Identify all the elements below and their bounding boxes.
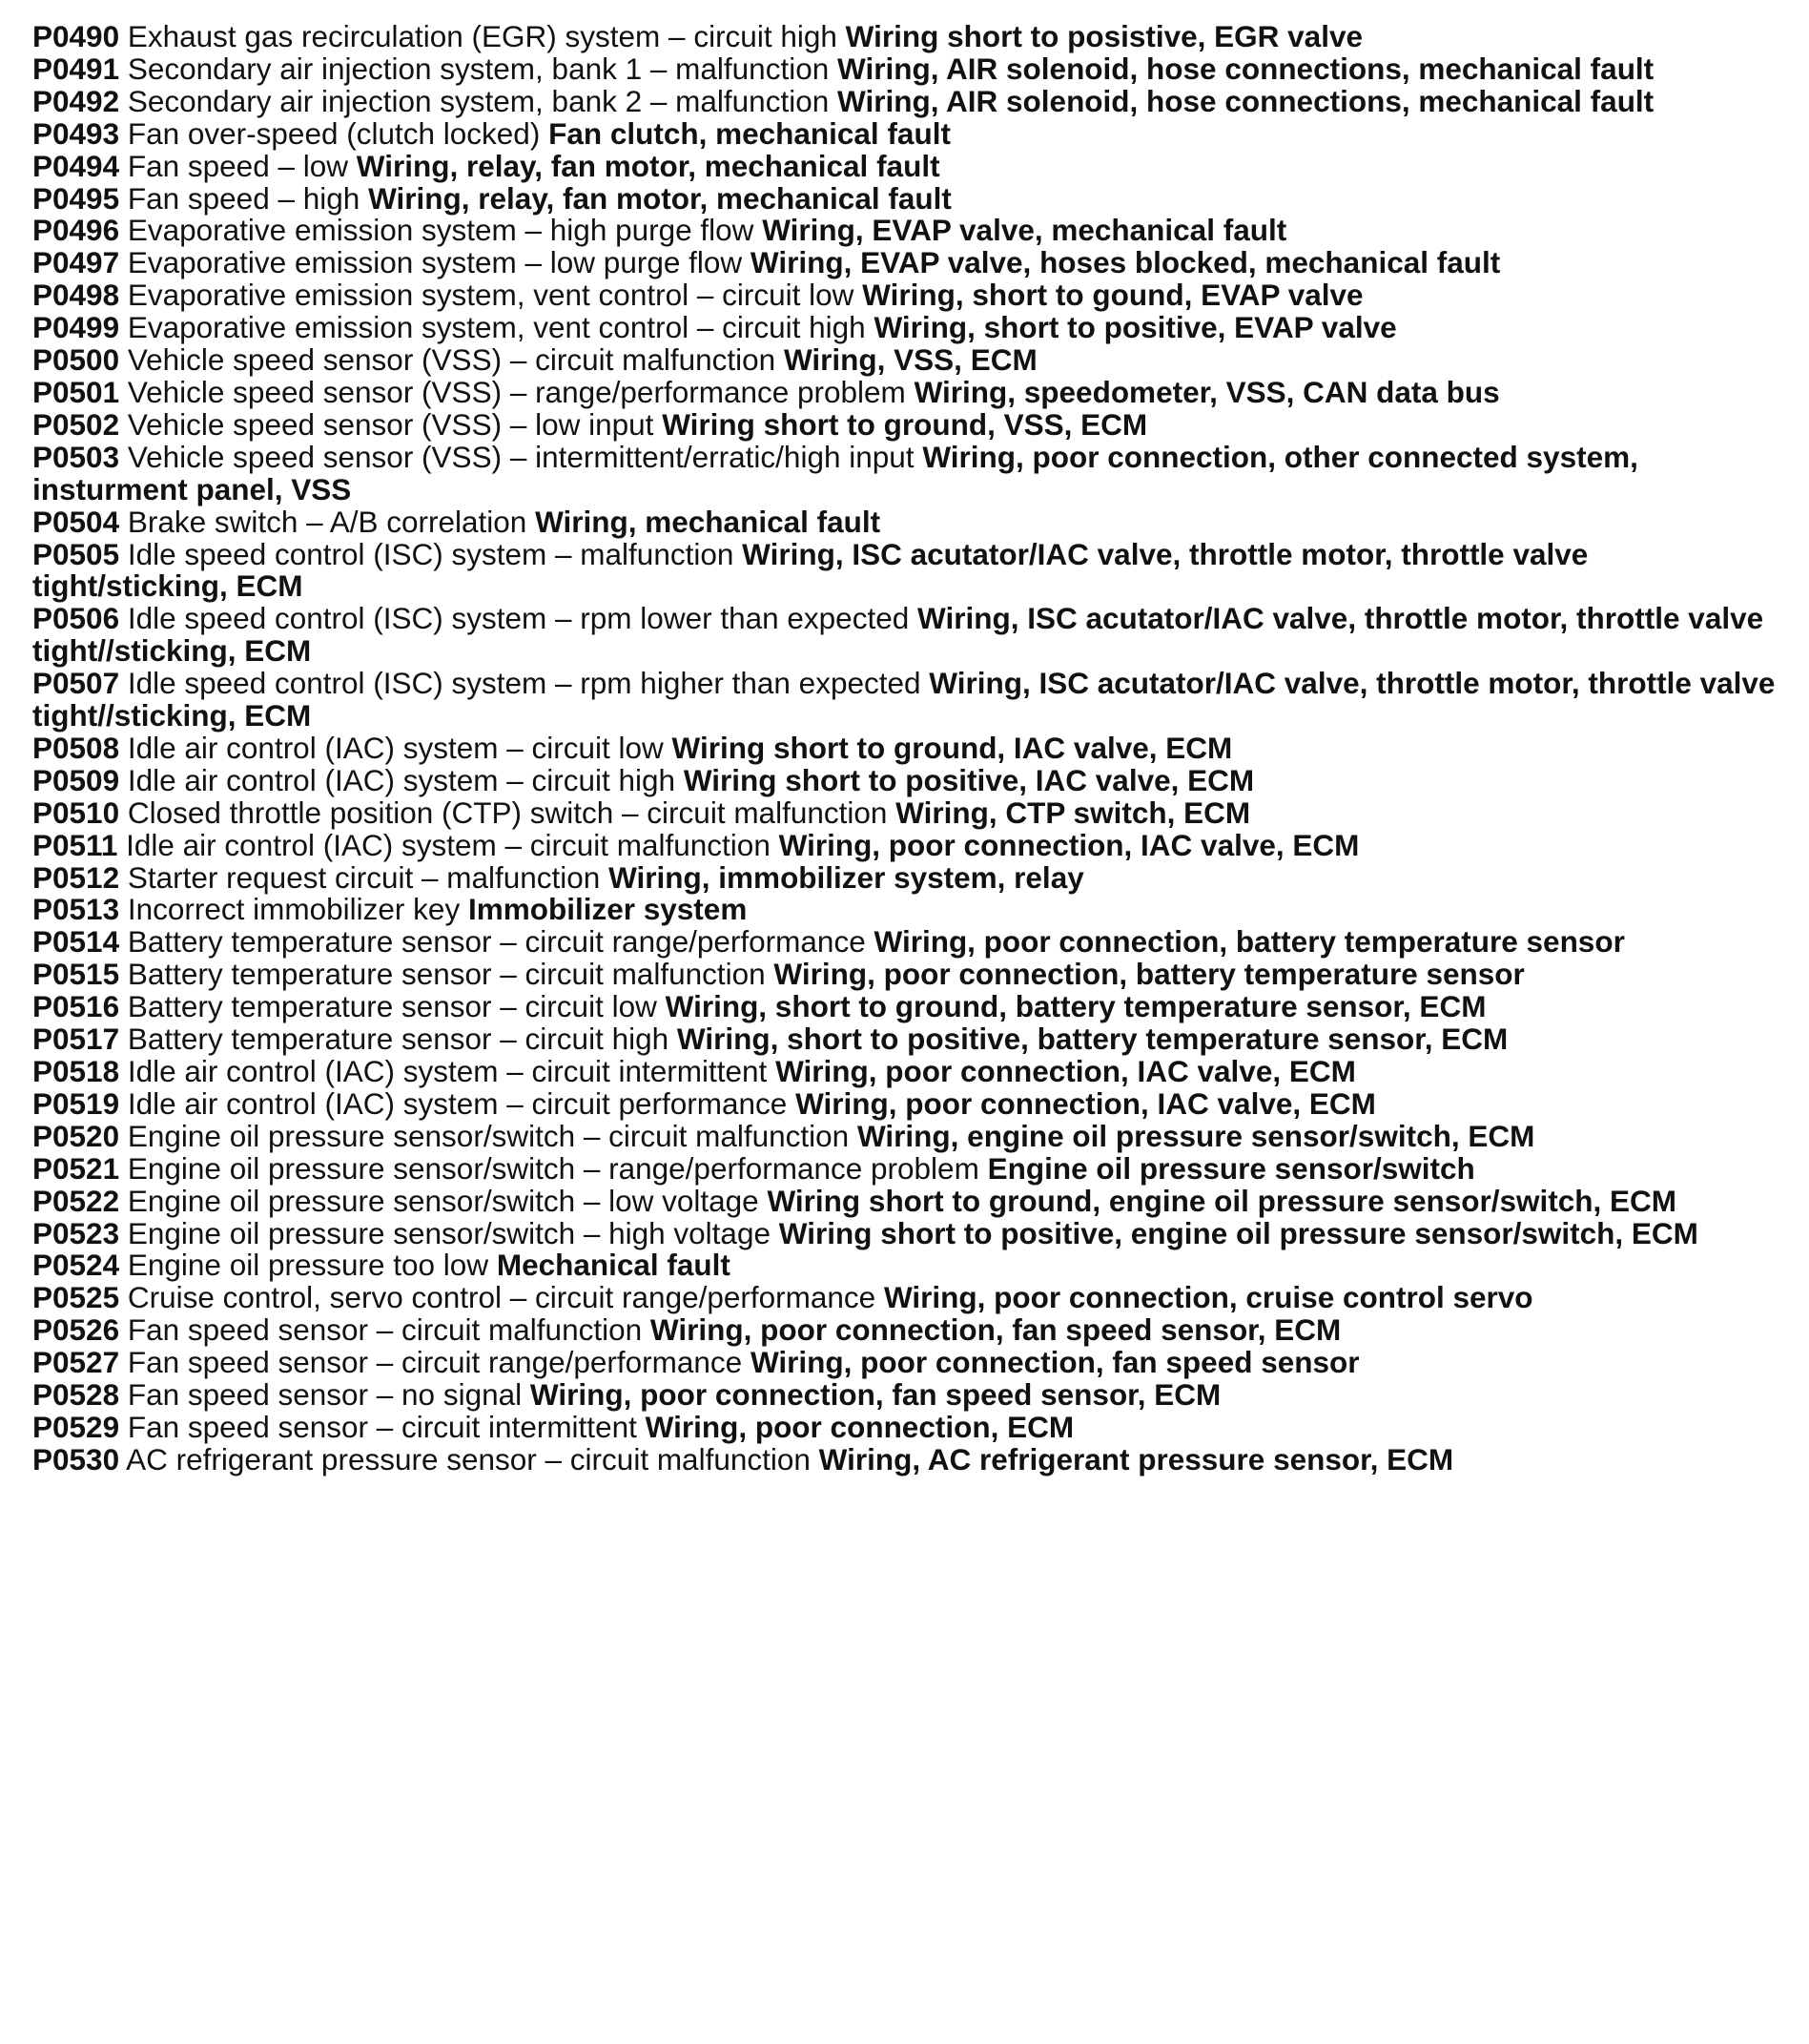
dtc-code: P0502	[32, 406, 120, 442]
dtc-possible-cause: Fan clutch, mechanical fault	[548, 115, 951, 151]
dtc-code: P0503	[32, 439, 120, 474]
dtc-description: Exhaust gas recirculation (EGR) system – circuit high	[127, 19, 837, 53]
dtc-description: Battery temperature sensor – circuit high	[127, 1022, 669, 1057]
dtc-possible-cause: Wiring, VSS, ECM	[783, 342, 1038, 378]
dtc-possible-cause: Wiring, poor connection, IAC valve, ECM	[775, 1054, 1356, 1088]
dtc-entry	[32, 148, 1778, 183]
dtc-entry	[32, 1023, 1778, 1056]
dtc-code: P0523	[32, 1215, 120, 1250]
dtc-code: P0517	[32, 1022, 120, 1057]
dtc-code: P0524	[32, 1248, 120, 1283]
dtc-description: Idle air control (IAC) system – circuit intermittent	[127, 1054, 768, 1088]
dtc-possible-cause: Wiring, immobilizer system, relay	[608, 859, 1084, 895]
dtc-entry	[32, 180, 1778, 216]
dtc-description: Vehicle speed sensor (VSS) – circuit malfunction	[127, 342, 776, 378]
dtc-entry	[32, 506, 1778, 539]
dtc-possible-cause: Wiring, short to positive, battery temperature sensor, ECM	[676, 1022, 1509, 1057]
dtc-code: P0498	[32, 278, 120, 313]
dtc-possible-cause: Wiring, CTP switch, ECM	[895, 795, 1251, 830]
dtc-description: Fan speed sensor – circuit intermittent	[127, 1409, 637, 1444]
dtc-entry	[32, 344, 1778, 377]
dtc-description: Idle air control (IAC) system – circuit performance	[127, 1085, 788, 1121]
dtc-code: P0513	[32, 892, 120, 927]
dtc-code: P0505	[32, 536, 120, 571]
dtc-description: Vehicle speed sensor (VSS) – range/performance problem	[127, 374, 906, 409]
dtc-entry	[32, 859, 1778, 895]
dtc-entry	[32, 279, 1778, 312]
dtc-entry	[32, 797, 1778, 830]
dtc-possible-cause: Wiring, EVAP valve, hoses blocked, mechanical fault	[750, 245, 1501, 280]
dtc-code: P0514	[32, 924, 120, 960]
dtc-entry	[32, 1056, 1778, 1088]
dtc-entry	[32, 83, 1778, 118]
dtc-code: P0515	[32, 957, 120, 992]
dtc-possible-cause: Wiring, EVAP valve, mechanical fault	[762, 213, 1287, 248]
dtc-possible-cause: Wiring, short to positive, EVAP valve	[874, 310, 1397, 345]
dtc-entry	[32, 1347, 1778, 1379]
dtc-possible-cause: Wiring, ISC acutator/IAC valve, throttle motor, throttle valve tight//sticking, ECM	[32, 666, 1776, 733]
dtc-code: P0521	[32, 1150, 120, 1186]
dtc-code: P0512	[32, 859, 120, 895]
dtc-description: Engine oil pressure sensor/switch – circuit malfunction	[127, 1118, 850, 1153]
dtc-description: Idle speed control (ISC) system – malfunction	[127, 536, 734, 571]
dtc-description: Evaporative emission system – low purge flow	[127, 245, 743, 280]
dtc-description: Engine oil pressure sensor/switch – low voltage	[127, 1183, 759, 1218]
dtc-entry	[32, 1085, 1778, 1121]
dtc-entry	[32, 247, 1778, 279]
dtc-possible-cause: Wiring, AIR solenoid, hose connections, mechanical fault	[837, 51, 1655, 86]
dtc-entry	[32, 115, 1778, 151]
dtc-description: Evaporative emission system – high purge flow	[127, 213, 754, 248]
dtc-code: P0522	[32, 1183, 120, 1218]
dtc-entry	[32, 762, 1778, 797]
dtc-entry	[32, 603, 1778, 668]
dtc-entry	[32, 827, 1778, 862]
dtc-entry	[32, 1118, 1778, 1153]
dtc-description: Fan speed sensor – no signal	[127, 1377, 523, 1413]
dtc-description: Idle speed control (ISC) system – rpm higher than expected	[127, 666, 921, 701]
dtc-possible-cause: Wiring, poor connection, fan speed sensor	[750, 1345, 1360, 1380]
dtc-possible-cause: Wiring, engine oil pressure sensor/switch, ECM	[856, 1118, 1535, 1153]
dtc-code: P0530	[32, 1441, 120, 1476]
dtc-possible-cause: Wiring, speedometer, VSS, CAN data bus	[914, 374, 1500, 409]
dtc-description: Battery temperature sensor – circuit range/performance	[127, 924, 866, 960]
dtc-description: Evaporative emission system, vent control – circuit low	[127, 278, 854, 313]
dtc-description: Idle speed control (ISC) system – rpm lower than expected	[127, 601, 910, 636]
dtc-description: Idle air control (IAC) system – circuit low	[127, 730, 664, 765]
dtc-entry	[32, 312, 1778, 344]
dtc-entry	[32, 894, 1778, 926]
dtc-description: Secondary air injection system, bank 1 – malfunction	[127, 51, 830, 86]
dtc-entry	[32, 1183, 1778, 1218]
dtc-possible-cause: Wiring, ISC acutator/IAC valve, throttle motor, throttle valve tight/sticking, ECM	[32, 536, 1589, 604]
dtc-code: P0490	[32, 19, 120, 53]
dtc-code: P0516	[32, 989, 120, 1024]
dtc-description: Fan speed sensor – circuit range/performance	[127, 1345, 743, 1380]
dtc-entry	[32, 668, 1778, 733]
dtc-code: P0493	[32, 115, 120, 151]
dtc-description: Fan over-speed (clutch locked)	[127, 115, 541, 151]
dtc-possible-cause: Wiring, poor connection, fan speed sensor, ECM	[649, 1312, 1342, 1348]
dtc-possible-cause: Wiring, poor connection, IAC valve, ECM	[778, 827, 1360, 862]
dtc-entry	[32, 21, 1778, 53]
dtc-code: P0527	[32, 1345, 120, 1380]
dtc-entry	[32, 215, 1778, 247]
dtc-possible-cause: Wiring, poor connection, battery temperature sensor	[874, 924, 1625, 960]
dtc-possible-cause: Wiring, mechanical fault	[535, 504, 881, 539]
dtc-entry	[32, 1282, 1778, 1314]
dtc-code: P0509	[32, 762, 120, 797]
dtc-description: Vehicle speed sensor (VSS) – intermittent/erratic/high input	[127, 439, 915, 474]
dtc-code: P0496	[32, 213, 120, 248]
dtc-entry	[32, 926, 1778, 959]
dtc-description: Idle air control (IAC) system – circuit malfunction	[126, 827, 771, 862]
dtc-possible-cause: Wiring, relay, fan motor, mechanical fault	[356, 148, 940, 183]
dtc-code: P0491	[32, 51, 120, 86]
dtc-code: P0528	[32, 1377, 120, 1413]
dtc-possible-cause: Engine oil pressure sensor/switch	[987, 1150, 1475, 1186]
dtc-code: P0492	[32, 83, 120, 118]
dtc-description: Battery temperature sensor – circuit low	[127, 989, 657, 1024]
dtc-entry	[32, 991, 1778, 1023]
dtc-possible-cause: Wiring, ISC acutator/IAC valve, throttle motor, throttle valve tight//sticking, ECM	[32, 601, 1764, 669]
dtc-code: P0495	[32, 180, 120, 216]
dtc-description: Engine oil pressure sensor/switch – high voltage	[127, 1215, 771, 1250]
dtc-possible-cause: Wiring, short to ground, battery temperature sensor, ECM	[665, 989, 1487, 1024]
dtc-description: Cruise control, servo control – circuit range/performance	[127, 1280, 876, 1315]
dtc-code: P0518	[32, 1054, 120, 1088]
dtc-possible-cause: Wiring short to posistive, EGR valve	[845, 19, 1363, 53]
dtc-code: P0506	[32, 601, 120, 636]
dtc-possible-cause: Wiring short to ground, VSS, ECM	[662, 406, 1148, 442]
dtc-code: P0500	[32, 342, 120, 378]
dtc-entry	[32, 1249, 1778, 1282]
dtc-code: P0529	[32, 1409, 120, 1444]
dtc-description: Fan speed – high	[127, 180, 360, 216]
dtc-possible-cause: Wiring, poor connection, other connected system, insturment panel, VSS	[32, 439, 1638, 506]
dtc-description: Idle air control (IAC) system – circuit high	[127, 762, 676, 797]
dtc-possible-cause: Immobilizer system	[467, 892, 748, 927]
dtc-description: Incorrect immobilizer key	[127, 892, 461, 927]
dtc-code: P0519	[32, 1085, 120, 1121]
dtc-description: AC refrigerant pressure sensor – circuit malfunction	[126, 1441, 811, 1476]
dtc-entry	[32, 53, 1778, 86]
dtc-description: Starter request circuit – malfunction	[127, 859, 601, 895]
dtc-possible-cause: Wiring, AIR solenoid, hose connections, mechanical fault	[837, 83, 1655, 118]
dtc-entry	[32, 1150, 1778, 1186]
dtc-entry	[32, 1314, 1778, 1347]
dtc-code: P0494	[32, 148, 120, 183]
dtc-description: Fan speed sensor – circuit malfunction	[127, 1312, 643, 1348]
dtc-description: Engine oil pressure too low	[127, 1248, 489, 1283]
dtc-entry	[32, 406, 1778, 442]
dtc-description: Closed throttle position (CTP) switch – circuit malfunction	[127, 795, 888, 830]
dtc-possible-cause: Wiring short to ground, IAC valve, ECM	[671, 730, 1233, 765]
dtc-possible-cause: Wiring, poor connection, IAC valve, ECM	[795, 1085, 1376, 1121]
dtc-code: P0511	[32, 827, 118, 862]
dtc-possible-cause: Wiring, AC refrigerant pressure sensor, ECM	[818, 1441, 1454, 1476]
dtc-possible-cause: Wiring, relay, fan motor, mechanical fault	[368, 180, 952, 216]
dtc-list	[32, 21, 1778, 1476]
dtc-code: P0497	[32, 245, 120, 280]
dtc-code: P0510	[32, 795, 120, 830]
dtc-entry	[32, 439, 1778, 506]
dtc-possible-cause: Wiring, poor connection, fan speed sensor, ECM	[529, 1377, 1222, 1413]
dtc-description: Fan speed – low	[127, 148, 349, 183]
dtc-code: P0508	[32, 730, 120, 765]
dtc-possible-cause: Wiring short to positive, engine oil pressure sensor/switch, ECM	[778, 1215, 1698, 1250]
dtc-entry	[32, 959, 1778, 991]
dtc-code: P0504	[32, 504, 120, 539]
dtc-code: P0499	[32, 310, 120, 345]
dtc-code: P0507	[32, 666, 120, 701]
dtc-code: P0520	[32, 1118, 120, 1153]
dtc-description: Brake switch – A/B correlation	[127, 504, 527, 539]
dtc-code: P0501	[32, 374, 120, 409]
dtc-description: Battery temperature sensor – circuit malfunction	[127, 957, 766, 992]
dtc-entry	[32, 1215, 1778, 1250]
dtc-description: Engine oil pressure sensor/switch – range/performance problem	[127, 1150, 979, 1186]
dtc-description: Evaporative emission system, vent control – circuit high	[127, 310, 866, 345]
dtc-description: Secondary air injection system, bank 2 – malfunction	[127, 83, 830, 118]
dtc-description: Vehicle speed sensor (VSS) – low input	[127, 406, 654, 442]
dtc-possible-cause: Wiring, poor connection, cruise control servo	[883, 1280, 1533, 1315]
dtc-possible-cause: Wiring, poor connection, ECM	[645, 1409, 1075, 1444]
dtc-possible-cause: Wiring, short to gound, EVAP valve	[862, 278, 1364, 313]
dtc-possible-cause: Wiring short to positive, IAC valve, ECM	[683, 762, 1255, 797]
dtc-possible-cause: Wiring, poor connection, battery temperature sensor	[773, 957, 1525, 992]
dtc-code: P0526	[32, 1312, 120, 1348]
dtc-code: P0525	[32, 1280, 120, 1315]
dtc-entry	[32, 1379, 1778, 1412]
dtc-entry	[32, 374, 1778, 409]
dtc-entry	[32, 536, 1778, 604]
dtc-possible-cause: Wiring short to ground, engine oil pressure sensor/switch, ECM	[767, 1183, 1677, 1218]
dtc-entry	[32, 730, 1778, 765]
dtc-entry	[32, 1409, 1778, 1444]
dtc-possible-cause: Mechanical fault	[496, 1248, 730, 1283]
dtc-entry	[32, 1441, 1778, 1476]
